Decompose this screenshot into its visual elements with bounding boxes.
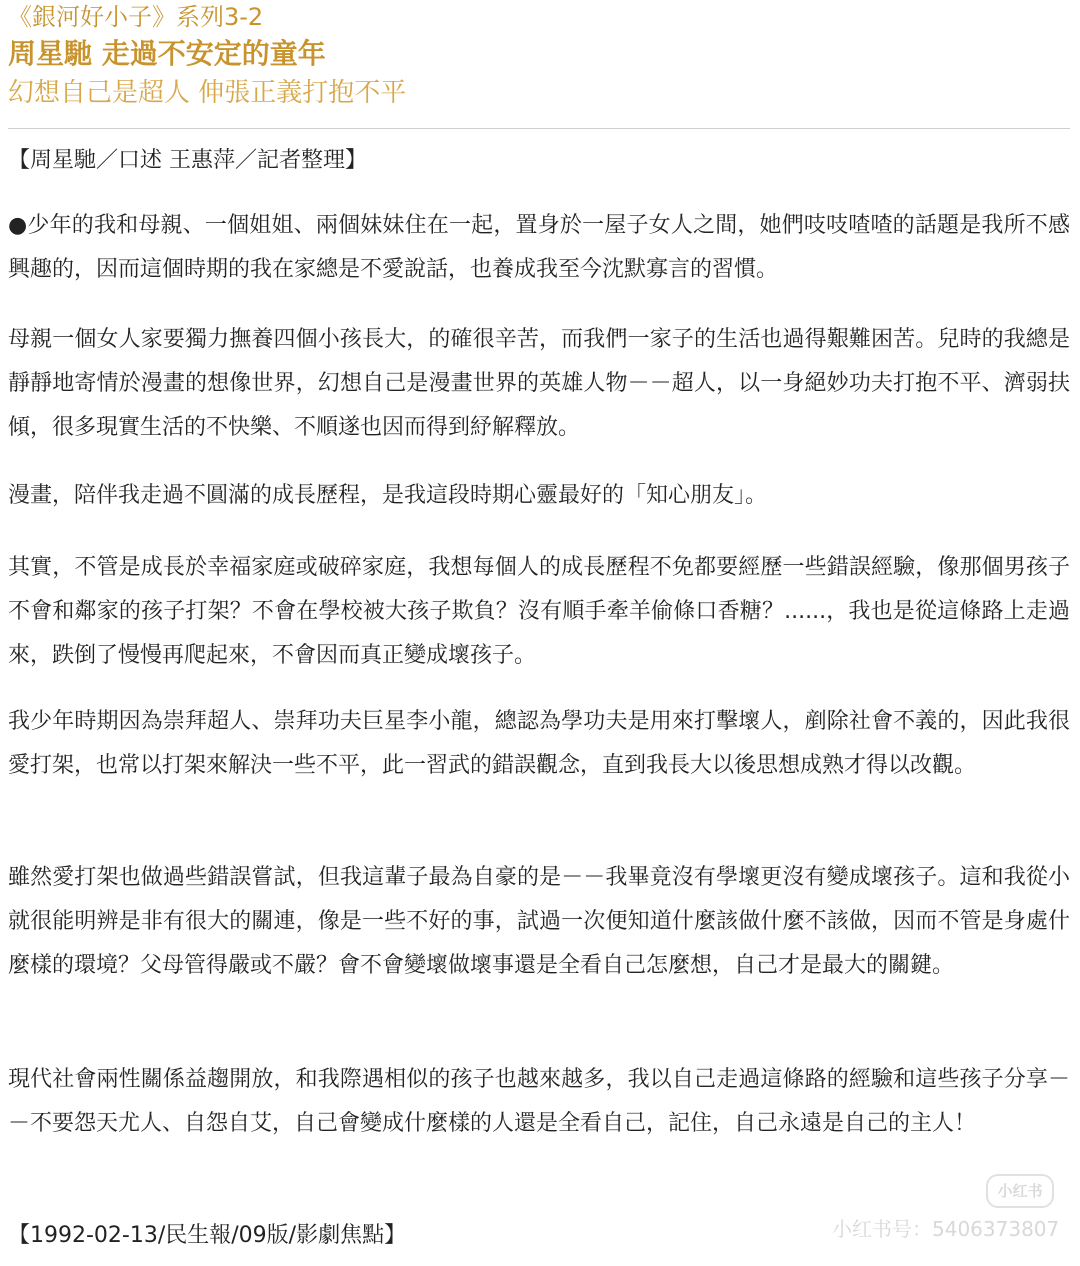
source-citation: 【1992-02-13/民生報/09版/影劇焦點】 xyxy=(8,1223,407,1248)
paragraph-4: 其實，不管是成長於幸福家庭或破碎家庭，我想每個人的成長歷程不免都要經歷一些錯誤經驗，像那個男孩子不會和鄰家的孩子打架？不會在學校被大孩子欺負？沒有順手牽羊偷條口香糖？......，我也是從這條路上走過來，跌倒了慢慢再爬起來，不會因而真正變成壞孩子。 xyxy=(8,555,1070,668)
paragraph-7: 現代社會兩性關係益趨開放，和我際遇相似的孩子也越來越多，我以自己走過這條路的經驗和這些孩子分享－－不要怨天尤人、自怨自艾，自己會變成什麼樣的人還是全看自己，記住，自己永遠是自己的主人！ xyxy=(8,1067,1070,1136)
series-title: 《銀河好小子》系列3-2 xyxy=(8,3,264,31)
watermark-id: 小红书号：5406373807 xyxy=(832,1217,1060,1241)
watermark-logo: 小红书 xyxy=(986,1174,1054,1208)
headline: 周星馳 走過不安定的童年 xyxy=(8,37,326,70)
paragraph-2: 母親一個女人家要獨力撫養四個小孩長大，的確很辛苦，而我們一家子的生活也過得艱難困苦。兒時的我總是靜靜地寄情於漫畫的想像世界，幻想自己是漫畫世界的英雄人物－－超人，以一身絕妙功夫打抱不平、濟弱扶傾，很多現實生活的不快樂、不順遂也因而得到紓解釋放。 xyxy=(8,327,1070,440)
header-divider xyxy=(8,128,1070,129)
paragraph-1: ●少年的我和母親、一個姐姐、兩個妹妹住在一起，置身於一屋子女人之間，她們吱吱喳喳的話題是我所不感興趣的，因而這個時期的我在家總是不愛說話，也養成我至今沈默寡言的習慣。 xyxy=(8,213,1070,282)
byline: 【周星馳／口述 王惠萍／記者整理】 xyxy=(8,148,367,173)
paragraph-6: 雖然愛打架也做過些錯誤嘗試，但我這輩子最為自豪的是－－我畢竟沒有學壞更沒有變成壞孩子。這和我從小就很能明辨是非有很大的關連，像是一些不好的事，試過一次便知道什麼該做什麼不該做，因而不管是身處什麼樣的環境？父母管得嚴或不嚴？會不會變壞做壞事還是全看自己怎麼想，自己才是最大的關鍵。 xyxy=(8,865,1070,978)
paragraph-3: 漫畫，陪伴我走過不圓滿的成長歷程，是我這段時期心靈最好的「知心朋友」。 xyxy=(8,483,768,508)
paragraph-5: 我少年時期因為崇拜超人、崇拜功夫巨星李小龍，總認為學功夫是用來打擊壞人，剷除社會不義的，因此我很愛打架，也常以打架來解決一些不平，此一習武的錯誤觀念，直到我長大以後思想成熟才得以改觀。 xyxy=(8,709,1070,778)
subheadline: 幻想自己是超人 伸張正義打抱不平 xyxy=(8,78,407,108)
